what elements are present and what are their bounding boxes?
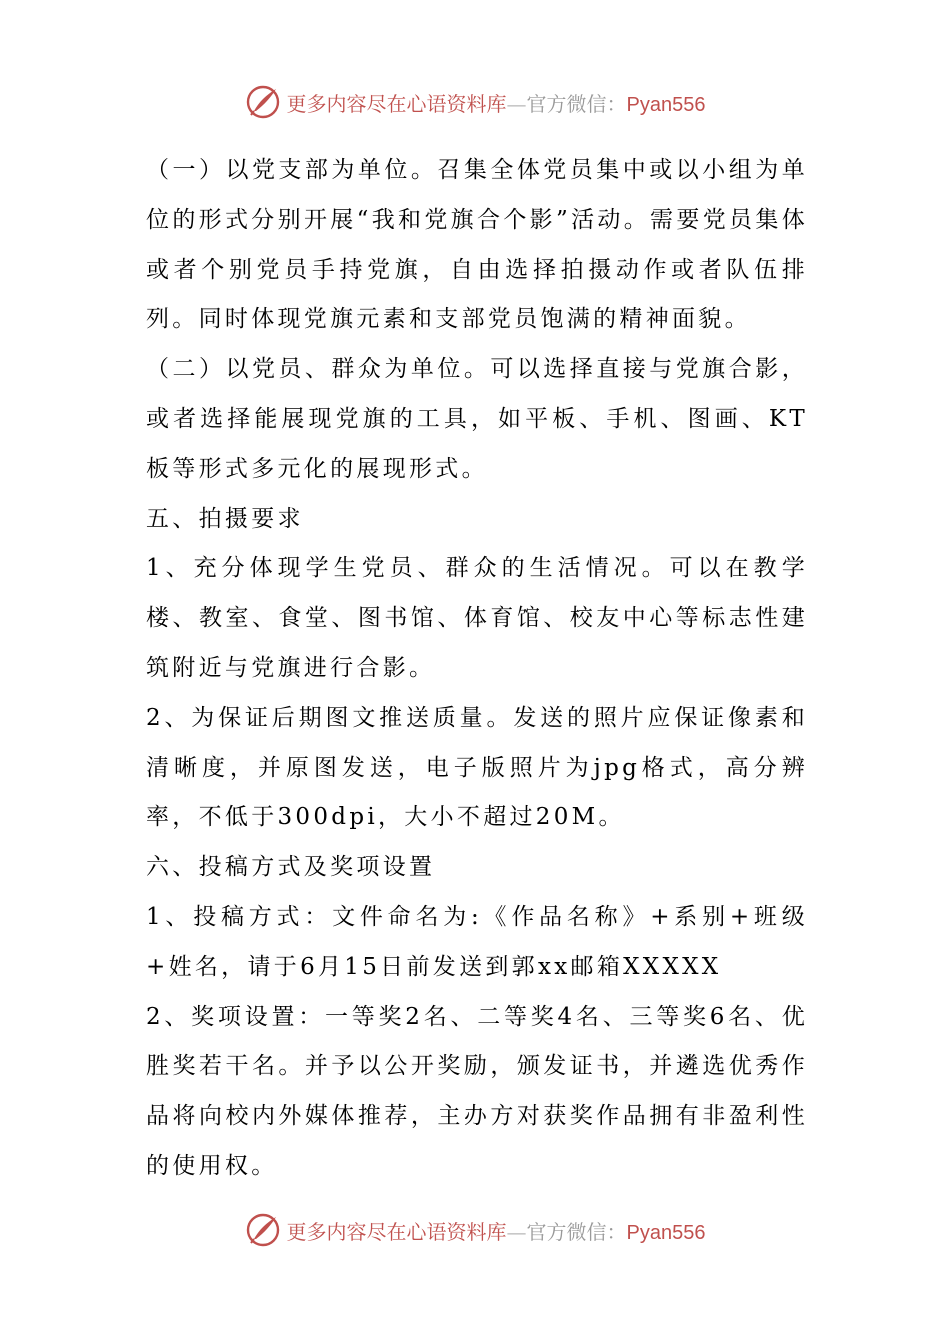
banner-wechat-id: Pyan556 [626,1221,706,1244]
section-heading-5: 五、拍摄要求 [146,505,304,532]
paragraph-6: 2、奖项设置：一等奖2名、二等奖4名、三等奖6名、优胜奖若干名。并予以公开奖励，颁发证书，并遴选优秀作品将向校内外媒体推荐，主办方对获奖作品拥有非盈利性的使用权。 [146,1003,808,1179]
paragraph-1: （一）以党支部为单位。召集全体党员集中或以小组为单位的形式分别开展“我和党旗合个影”活动。需要党员集体或者个别党员手持党旗，自由选择拍摄动作或者队伍排列。同时体现党旗元素和支部党员饱满的精神面貌。 [146,157,808,333]
banner-text [287,1216,706,1245]
paragraph-5: 1、投稿方式：文件命名为:《作品名称》+系别+班级+姓名，请于6月15日前发送到郭xx邮箱XXXXX [146,903,808,980]
paragraph-2: （二）以党员、群众为单位。可以选择直接与党旗合影，或者选择能展现党旗的工具，如平板、手机、图画、KT板等形式多元化的展现形式。 [146,356,808,482]
banner-text [287,88,706,117]
banner-brand: 更多内容尽在心语资料库 [286,1219,507,1244]
banner-wechat-id: Pyan556 [626,93,706,116]
paragraph-3: 1、充分体现学生党员、群众的生活情况。可以在教学楼、教室、食堂、图书馆、体育馆、校友中心等标志性建筑附近与党旗进行合影。 [146,555,808,681]
footer-banner [0,1210,950,1250]
quill-logo-icon [245,84,281,120]
section-heading-6: 六、投稿方式及奖项设置 [146,854,436,881]
header-banner [0,82,950,122]
paragraph-4: 2、为保证后期图文推送质量。发送的照片应保证像素和清晰度，并原图发送，电子版照片为jpg格式，高分辨率，不低于300dpi，大小不超过20M。 [146,704,808,831]
banner-official-label: 官方微信： [526,1219,627,1244]
banner-official-label: 官方微信： [526,91,627,116]
banner-brand: 更多内容尽在心语资料库 [286,91,507,116]
document-body [146,146,808,1192]
banner-separator: — [506,1219,527,1244]
banner-separator: — [506,91,527,116]
quill-logo-icon [245,1212,281,1248]
